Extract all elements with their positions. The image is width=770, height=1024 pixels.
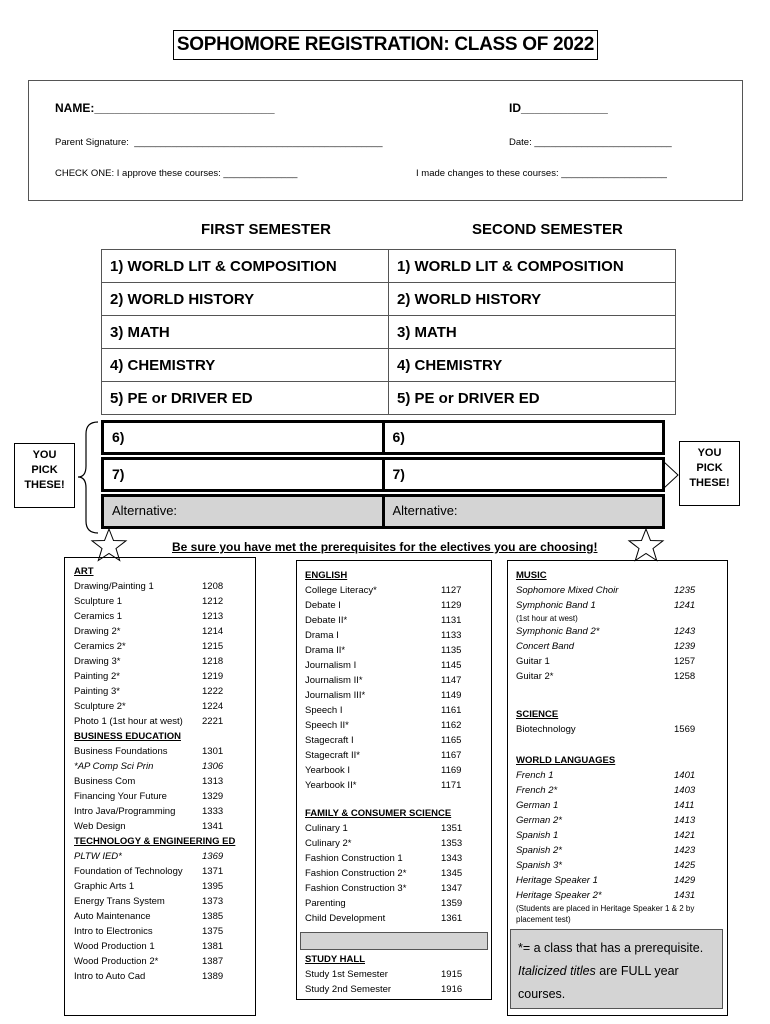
course-row — [74, 804, 244, 819]
course-name: Heritage Speaker 2* — [516, 890, 602, 901]
course-code: 1162 — [441, 720, 462, 731]
you-pick-text: PICK — [31, 464, 58, 476]
course-row — [74, 969, 244, 984]
course-row — [74, 774, 244, 789]
course-row — [516, 768, 716, 783]
second-semester-heading: SECOND SEMESTER — [472, 221, 623, 238]
course-list — [305, 952, 483, 997]
course-code: 1423 — [674, 845, 696, 856]
course-name: Painting 2* — [74, 671, 120, 682]
course-name: Photo 1 (1st hour at west) — [74, 716, 183, 727]
course-name: Yearbook I — [305, 765, 351, 776]
course-row — [516, 813, 716, 828]
course-row — [516, 843, 716, 858]
prerequisite-note: Be sure you have met the prerequisites for the electives you are choosing! — [172, 540, 598, 554]
course-code: 1222 — [202, 686, 224, 697]
alternative-second[interactable]: Alternative: — [382, 494, 666, 529]
student-info-box — [28, 80, 743, 201]
course-row — [516, 639, 716, 654]
course-note: (1st hour at west) — [516, 614, 578, 623]
section-heading — [305, 952, 483, 967]
course-name: Speech II* — [305, 720, 349, 731]
course-name: Ceramics 1 — [74, 611, 123, 622]
course-name: Heritage Speaker 1 — [516, 875, 598, 886]
you-pick-text: THESE! — [689, 477, 730, 489]
legend-rest: are FULL year courses. — [518, 964, 679, 1001]
course-code: 1373 — [202, 896, 224, 907]
course-list — [305, 806, 483, 926]
electives-column-3 — [507, 560, 728, 1016]
course-code: 1213 — [202, 611, 224, 622]
course-code: 1224 — [202, 701, 224, 712]
course-name: Study 1st Semester — [305, 969, 388, 980]
you-pick-text: PICK — [696, 462, 723, 474]
changes-field[interactable]: I made changes to these courses: ____________________ — [416, 168, 667, 179]
course-name: French 1 — [516, 770, 554, 781]
course-row — [74, 624, 244, 639]
course-row — [305, 718, 483, 733]
course-name: Drawing/Painting 1 — [74, 581, 154, 592]
course-cell: 4) CHEMISTRY — [389, 349, 676, 382]
course-name: Wood Production 1 — [74, 941, 155, 952]
course-name: Fashion Construction 2* — [305, 868, 407, 879]
course-row — [516, 858, 716, 873]
course-code: 1127 — [441, 585, 462, 596]
course-code: 1431 — [674, 890, 696, 901]
electives-column-1 — [64, 557, 256, 1016]
section-heading — [516, 753, 716, 768]
course-cell: 2) WORLD HISTORY — [389, 283, 676, 316]
course-row — [305, 703, 483, 718]
course-code: 1347 — [441, 883, 463, 894]
course-code: 1167 — [441, 750, 462, 761]
course-code: 1361 — [441, 913, 463, 924]
section-heading — [516, 568, 716, 583]
course-code: 1257 — [674, 656, 696, 667]
course-row — [305, 821, 483, 836]
course-name: Sophomore Mixed Choir — [516, 585, 619, 596]
course-cell: 1) WORLD LIT & COMPOSITION — [102, 250, 389, 283]
course-list — [516, 568, 716, 684]
course-code: 1371 — [202, 866, 224, 877]
course-code: 1351 — [441, 823, 463, 834]
course-code: 1369 — [202, 851, 224, 862]
left-brace-icon — [76, 420, 102, 535]
course-cell: 3) MATH — [102, 316, 389, 349]
course-note: (Students are placed in Heritage Speaker 1 & 2 by placement test) — [516, 904, 695, 924]
course-name: German 1 — [516, 800, 559, 811]
course-code: 1353 — [441, 838, 463, 849]
course-name: Child Development — [305, 913, 386, 924]
course-code: 1169 — [441, 765, 462, 776]
course-name: Drama II* — [305, 645, 346, 656]
course-code: 1133 — [441, 630, 462, 641]
course-name: Spanish 2* — [516, 845, 562, 856]
course-name: Guitar 2* — [516, 671, 554, 682]
section-heading-text: FAMILY & CONSUMER SCIENCE — [305, 808, 452, 819]
course-name: French 2* — [516, 785, 558, 796]
course-name: Symphonic Band 1 — [516, 600, 596, 611]
course-code: 1131 — [441, 615, 462, 626]
course-code: 1333 — [202, 806, 224, 817]
course-row — [305, 643, 483, 658]
course-name: Drawing 3* — [74, 656, 121, 667]
course-code: 1403 — [674, 785, 696, 796]
course-row — [74, 819, 244, 834]
course-row — [74, 894, 244, 909]
course-row — [74, 954, 244, 969]
you-pick-left-label — [14, 443, 75, 508]
course-row — [305, 982, 483, 997]
course-name: Intro to Electronics — [74, 926, 153, 937]
you-pick-text: YOU — [32, 449, 57, 461]
course-cell: 5) PE or DRIVER ED — [389, 382, 676, 415]
course-row — [305, 598, 483, 613]
course-cell: 4) CHEMISTRY — [102, 349, 389, 382]
legend-full-year — [518, 960, 722, 1006]
course-row — [305, 967, 483, 982]
course-name: Symphonic Band 2* — [516, 626, 600, 637]
course-code: 1241 — [674, 600, 696, 611]
course-name: PLTW IED* — [74, 851, 122, 862]
course-name: Journalism I — [305, 660, 357, 671]
course-code: 1387 — [202, 956, 224, 967]
legend-box — [510, 929, 723, 1009]
course-code: 1395 — [202, 881, 224, 892]
course-row — [305, 763, 483, 778]
course-name: Speech I — [305, 705, 343, 716]
course-code: 1429 — [674, 875, 696, 886]
course-name: Intro Java/Programming — [74, 806, 176, 817]
course-row — [516, 888, 716, 903]
course-code: 1569 — [674, 724, 696, 735]
course-code: 1306 — [202, 761, 224, 772]
course-name: German 2* — [516, 815, 562, 826]
course-name: College Literacy* — [305, 585, 377, 596]
course-name: Web Design — [74, 821, 126, 832]
course-list — [74, 564, 244, 984]
section-heading-text: WORLD LANGUAGES — [516, 755, 616, 766]
course-name: Spanish 1 — [516, 830, 559, 841]
course-code: 1149 — [441, 690, 462, 701]
course-cell: 5) PE or DRIVER ED — [102, 382, 389, 415]
section-heading — [74, 564, 244, 579]
course-name: Debate I — [305, 600, 341, 611]
course-code: 1343 — [441, 853, 463, 864]
course-name: Concert Band — [516, 641, 575, 652]
course-code: 1385 — [202, 911, 224, 922]
course-row — [74, 759, 244, 774]
course-name: Stagecraft I — [305, 735, 354, 746]
course-code: 1301 — [202, 746, 224, 757]
course-row — [305, 613, 483, 628]
course-code: 1915 — [441, 969, 463, 980]
course-name: Painting 3* — [74, 686, 120, 697]
first-semester-heading: FIRST SEMESTER — [201, 221, 332, 238]
course-code: 1212 — [202, 596, 224, 607]
course-row — [305, 896, 483, 911]
section-heading-text: BUSINESS EDUCATION — [74, 731, 181, 742]
course-row — [305, 673, 483, 688]
course-code: 1214 — [202, 626, 224, 637]
course-name: Culinary 2* — [305, 838, 352, 849]
course-code: 1375 — [202, 926, 224, 937]
course-name: Energy Trans System — [74, 896, 165, 907]
section-heading-text: MUSIC — [516, 570, 547, 581]
course-code: 1239 — [674, 641, 696, 652]
course-row — [74, 864, 244, 879]
course-row — [305, 851, 483, 866]
course-row — [305, 836, 483, 851]
course-row — [74, 654, 244, 669]
course-list — [516, 753, 716, 925]
course-row — [74, 939, 244, 954]
elective-picks — [101, 420, 665, 529]
course-code: 1215 — [202, 641, 224, 652]
star-icon — [627, 528, 665, 562]
course-name: Business Com — [74, 776, 136, 787]
section-heading — [516, 707, 716, 722]
course-name: Ceramics 2* — [74, 641, 126, 652]
course-name: Journalism III* — [305, 690, 366, 701]
you-pick-text: YOU — [697, 447, 722, 459]
course-cell: 2) WORLD HISTORY — [102, 283, 389, 316]
date-field[interactable]: Date: __________________________ — [509, 137, 672, 148]
course-cell: 1) WORLD LIT & COMPOSITION — [389, 250, 676, 283]
course-code: 1421 — [674, 830, 696, 841]
section-heading-text: TECHNOLOGY & ENGINEERING ED — [74, 836, 236, 847]
course-code: 1208 — [202, 581, 224, 592]
course-name: Debate II* — [305, 615, 348, 626]
legend-prereq: *= a class that has a prerequisite. — [518, 941, 704, 955]
course-row — [74, 789, 244, 804]
course-code: 1425 — [674, 860, 696, 871]
course-code: 1235 — [674, 585, 696, 596]
course-row — [516, 598, 716, 613]
course-code: 1389 — [202, 971, 224, 982]
course-row — [305, 911, 483, 926]
course-row — [516, 783, 716, 798]
course-code: 1381 — [202, 941, 224, 952]
course-row — [516, 722, 716, 737]
course-code: 1165 — [441, 735, 462, 746]
course-row — [74, 909, 244, 924]
course-row — [74, 579, 244, 594]
course-row — [516, 828, 716, 843]
course-row — [305, 881, 483, 896]
course-name: Culinary 1 — [305, 823, 348, 834]
legend-italic-part: Italicized titles — [518, 964, 596, 978]
course-name: Drama I — [305, 630, 339, 641]
you-pick-right-label — [679, 441, 740, 506]
course-row — [305, 778, 483, 793]
course-row — [74, 924, 244, 939]
section-heading — [305, 806, 483, 821]
course-name: Yearbook II* — [305, 780, 357, 791]
id-field[interactable]: ID_____________ — [509, 101, 608, 115]
course-name: Graphic Arts 1 — [74, 881, 135, 892]
course-list — [516, 707, 716, 737]
elective-6-second[interactable]: 6) — [382, 420, 666, 455]
course-name: Guitar 1 — [516, 656, 550, 667]
course-name: Sculpture 1 — [74, 596, 123, 607]
course-code: 1313 — [202, 776, 224, 787]
course-code: 1145 — [441, 660, 462, 671]
section-heading — [74, 834, 244, 849]
elective-7-second[interactable]: 7) — [382, 457, 666, 492]
course-row — [74, 879, 244, 894]
parent-signature-field[interactable]: Parent Signature: _______________________________________________ — [55, 137, 383, 148]
course-name: Auto Maintenance — [74, 911, 151, 922]
course-name: Fashion Construction 1 — [305, 853, 403, 864]
section-heading-text: ART — [74, 566, 94, 577]
approve-field[interactable]: CHECK ONE: I approve these courses: ______________ — [55, 168, 298, 179]
course-code: 2221 — [202, 716, 224, 727]
name-field[interactable]: NAME:___________________________ — [55, 101, 275, 115]
course-row — [74, 849, 244, 864]
course-name: Fashion Construction 3* — [305, 883, 407, 894]
course-row — [516, 583, 716, 598]
course-row — [516, 654, 716, 669]
course-row — [516, 873, 716, 888]
section-heading-text: SCIENCE — [516, 709, 559, 720]
required-courses-table — [101, 249, 676, 415]
elective-6-first[interactable]: 6) — [101, 420, 385, 455]
course-code: 1147 — [441, 675, 462, 686]
course-row — [516, 798, 716, 813]
course-row — [305, 628, 483, 643]
course-code: 1171 — [441, 780, 462, 791]
electives-column-2 — [296, 560, 492, 1000]
section-heading-text: STUDY HALL — [305, 954, 365, 965]
course-code: 1219 — [202, 671, 224, 682]
course-code: 1129 — [441, 600, 462, 611]
course-list — [305, 568, 483, 793]
course-code: 1411 — [674, 800, 695, 811]
elective-7-first[interactable]: 7) — [101, 457, 385, 492]
course-name: Journalism II* — [305, 675, 363, 686]
right-pointer-icon — [664, 460, 680, 490]
course-row — [74, 684, 244, 699]
course-name: Wood Production 2* — [74, 956, 159, 967]
course-code: 1135 — [441, 645, 462, 656]
course-row — [516, 624, 716, 639]
course-row — [305, 583, 483, 598]
course-code: 1359 — [441, 898, 463, 909]
course-cell: 3) MATH — [389, 316, 676, 349]
course-row — [74, 609, 244, 624]
course-code: 1218 — [202, 656, 224, 667]
course-code: 1413 — [674, 815, 696, 826]
grey-divider — [300, 932, 488, 950]
course-row — [516, 669, 716, 684]
course-name: Parenting — [305, 898, 346, 909]
section-heading — [305, 568, 483, 583]
course-code: 1916 — [441, 984, 463, 995]
course-name: Stagecraft II* — [305, 750, 360, 761]
course-name: Intro to Auto Cad — [74, 971, 146, 982]
section-heading-text: ENGLISH — [305, 570, 348, 581]
course-row — [74, 699, 244, 714]
you-pick-text: THESE! — [24, 479, 65, 491]
course-name: Drawing 2* — [74, 626, 121, 637]
course-row — [74, 744, 244, 759]
course-code: 1345 — [441, 868, 463, 879]
course-name: Spanish 3* — [516, 860, 562, 871]
course-row — [305, 658, 483, 673]
course-code: 1258 — [674, 671, 696, 682]
alternative-first[interactable]: Alternative: — [101, 494, 385, 529]
course-row — [74, 669, 244, 684]
course-code: 1329 — [202, 791, 224, 802]
course-row — [305, 688, 483, 703]
section-heading — [74, 729, 244, 744]
course-row — [74, 639, 244, 654]
course-name: Sculpture 2* — [74, 701, 126, 712]
course-name: Biotechnology — [516, 724, 576, 735]
course-name: Financing Your Future — [74, 791, 167, 802]
course-row — [305, 866, 483, 881]
course-code: 1341 — [202, 821, 224, 832]
course-name: Business Foundations — [74, 746, 168, 757]
course-code: 1401 — [674, 770, 696, 781]
course-row — [305, 733, 483, 748]
course-name: Study 2nd Semester — [305, 984, 392, 995]
course-row — [74, 714, 244, 729]
course-row — [305, 748, 483, 763]
course-name: *AP Comp Sci Prin — [74, 761, 154, 772]
page-title: SOPHOMORE REGISTRATION: CLASS OF 2022 — [173, 30, 598, 60]
course-code: 1161 — [441, 705, 462, 716]
course-name: Foundation of Technology — [74, 866, 183, 877]
course-code: 1243 — [674, 626, 696, 637]
course-row — [74, 594, 244, 609]
